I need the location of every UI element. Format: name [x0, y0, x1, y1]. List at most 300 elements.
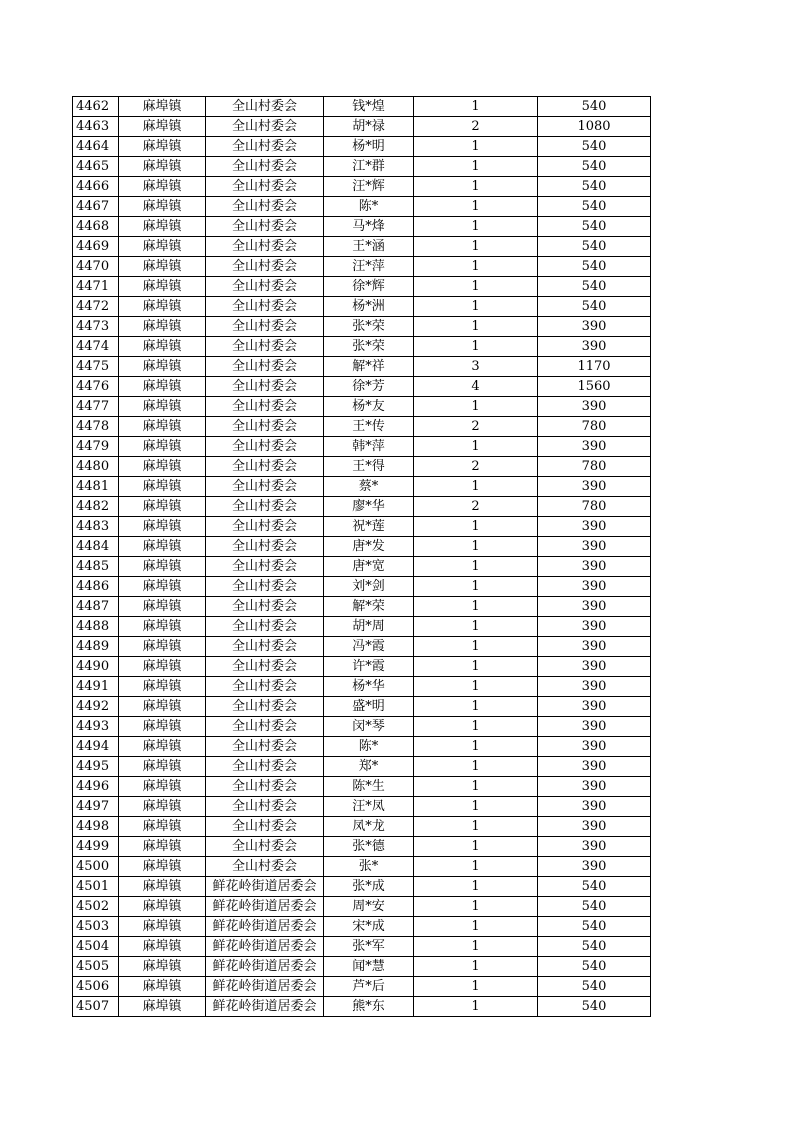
town-cell: 麻埠镇: [119, 317, 206, 337]
name-cell: 闻*慧: [324, 957, 414, 977]
table-row: [73, 677, 651, 697]
count-cell: 1: [414, 857, 538, 877]
town-cell: 麻埠镇: [119, 377, 206, 397]
amount-cell: 390: [538, 437, 651, 457]
committee-cell: 全山村委会: [206, 197, 324, 217]
table-row: [73, 357, 651, 377]
name-cell: 解*祥: [324, 357, 414, 377]
town-cell: 麻埠镇: [119, 457, 206, 477]
table-row: [73, 417, 651, 437]
row-number-cell: 4487: [73, 597, 119, 617]
row-number-cell: 4467: [73, 197, 119, 217]
amount-cell: 390: [538, 617, 651, 637]
committee-cell: 全山村委会: [206, 357, 324, 377]
table-row: [73, 537, 651, 557]
amount-cell: 390: [538, 337, 651, 357]
row-number-cell: 4500: [73, 857, 119, 877]
amount-cell: 390: [538, 837, 651, 857]
row-number-cell: 4497: [73, 797, 119, 817]
count-cell: 4: [414, 377, 538, 397]
committee-cell: 全山村委会: [206, 537, 324, 557]
table-row: [73, 497, 651, 517]
amount-cell: 540: [538, 157, 651, 177]
town-cell: 麻埠镇: [119, 217, 206, 237]
amount-cell: 390: [538, 817, 651, 837]
row-number-cell: 4495: [73, 757, 119, 777]
amount-cell: 540: [538, 897, 651, 917]
town-cell: 麻埠镇: [119, 917, 206, 937]
amount-cell: 540: [538, 217, 651, 237]
town-cell: 麻埠镇: [119, 817, 206, 837]
count-cell: 1: [414, 577, 538, 597]
town-cell: 麻埠镇: [119, 497, 206, 517]
count-cell: 1: [414, 557, 538, 577]
committee-cell: 全山村委会: [206, 257, 324, 277]
amount-cell: 390: [538, 677, 651, 697]
amount-cell: 390: [538, 797, 651, 817]
amount-cell: 540: [538, 197, 651, 217]
row-number-cell: 4469: [73, 237, 119, 257]
count-cell: 2: [414, 417, 538, 437]
name-cell: 盛*明: [324, 697, 414, 717]
amount-cell: 540: [538, 977, 651, 997]
table-row: [73, 877, 651, 897]
count-cell: 1: [414, 157, 538, 177]
name-cell: 张*军: [324, 937, 414, 957]
name-cell: 凤*龙: [324, 817, 414, 837]
name-cell: 杨*华: [324, 677, 414, 697]
name-cell: 冯*霞: [324, 637, 414, 657]
town-cell: 麻埠镇: [119, 717, 206, 737]
amount-cell: 390: [538, 517, 651, 537]
amount-cell: 540: [538, 237, 651, 257]
committee-cell: 全山村委会: [206, 737, 324, 757]
town-cell: 麻埠镇: [119, 777, 206, 797]
count-cell: 1: [414, 657, 538, 677]
count-cell: 1: [414, 877, 538, 897]
committee-cell: 全山村委会: [206, 677, 324, 697]
committee-cell: 全山村委会: [206, 777, 324, 797]
count-cell: 1: [414, 297, 538, 317]
town-cell: 麻埠镇: [119, 937, 206, 957]
name-cell: 王*传: [324, 417, 414, 437]
committee-cell: 全山村委会: [206, 797, 324, 817]
count-cell: 1: [414, 437, 538, 457]
town-cell: 麻埠镇: [119, 617, 206, 637]
committee-cell: 全山村委会: [206, 217, 324, 237]
town-cell: 麻埠镇: [119, 997, 206, 1017]
count-cell: 1: [414, 957, 538, 977]
town-cell: 麻埠镇: [119, 837, 206, 857]
table-row: [73, 277, 651, 297]
table-row: [73, 937, 651, 957]
name-cell: 马*烽: [324, 217, 414, 237]
table-row: [73, 757, 651, 777]
row-number-cell: 4506: [73, 977, 119, 997]
row-number-cell: 4475: [73, 357, 119, 377]
name-cell: 刘*剑: [324, 577, 414, 597]
row-number-cell: 4474: [73, 337, 119, 357]
amount-cell: 390: [538, 737, 651, 757]
amount-cell: 1170: [538, 357, 651, 377]
town-cell: 麻埠镇: [119, 177, 206, 197]
town-cell: 麻埠镇: [119, 757, 206, 777]
row-number-cell: 4502: [73, 897, 119, 917]
count-cell: 1: [414, 817, 538, 837]
row-number-cell: 4504: [73, 937, 119, 957]
row-number-cell: 4498: [73, 817, 119, 837]
committee-cell: 鲜花岭街道居委会: [206, 877, 324, 897]
name-cell: 王*得: [324, 457, 414, 477]
count-cell: 1: [414, 217, 538, 237]
town-cell: 麻埠镇: [119, 697, 206, 717]
table-row: [73, 557, 651, 577]
count-cell: 2: [414, 117, 538, 137]
town-cell: 麻埠镇: [119, 117, 206, 137]
committee-cell: 全山村委会: [206, 817, 324, 837]
town-cell: 麻埠镇: [119, 257, 206, 277]
table-row: [73, 97, 651, 117]
amount-cell: 540: [538, 277, 651, 297]
table-row: [73, 697, 651, 717]
row-number-cell: 4463: [73, 117, 119, 137]
table-row: [73, 337, 651, 357]
town-cell: 麻埠镇: [119, 197, 206, 217]
town-cell: 麻埠镇: [119, 797, 206, 817]
town-cell: 麻埠镇: [119, 277, 206, 297]
count-cell: 1: [414, 237, 538, 257]
town-cell: 麻埠镇: [119, 337, 206, 357]
count-cell: 1: [414, 717, 538, 737]
committee-cell: 全山村委会: [206, 437, 324, 457]
name-cell: 徐*芳: [324, 377, 414, 397]
committee-cell: 全山村委会: [206, 97, 324, 117]
count-cell: 1: [414, 477, 538, 497]
committee-cell: 全山村委会: [206, 277, 324, 297]
row-number-cell: 4464: [73, 137, 119, 157]
name-cell: 胡*禄: [324, 117, 414, 137]
row-number-cell: 4468: [73, 217, 119, 237]
table-row: [73, 637, 651, 657]
committee-cell: 全山村委会: [206, 117, 324, 137]
name-cell: 徐*辉: [324, 277, 414, 297]
town-cell: 麻埠镇: [119, 237, 206, 257]
amount-cell: 390: [538, 397, 651, 417]
amount-cell: 390: [538, 777, 651, 797]
count-cell: 1: [414, 997, 538, 1017]
count-cell: 1: [414, 837, 538, 857]
amount-cell: 540: [538, 877, 651, 897]
name-cell: 张*成: [324, 877, 414, 897]
table-row: [73, 317, 651, 337]
committee-cell: 全山村委会: [206, 137, 324, 157]
count-cell: 1: [414, 177, 538, 197]
committee-cell: 全山村委会: [206, 857, 324, 877]
committee-cell: 全山村委会: [206, 557, 324, 577]
name-cell: 杨*明: [324, 137, 414, 157]
table-row: [73, 257, 651, 277]
amount-cell: 540: [538, 257, 651, 277]
committee-cell: 全山村委会: [206, 497, 324, 517]
table-row: [73, 477, 651, 497]
row-number-cell: 4476: [73, 377, 119, 397]
committee-cell: 全山村委会: [206, 177, 324, 197]
committee-cell: 全山村委会: [206, 577, 324, 597]
count-cell: 1: [414, 197, 538, 217]
row-number-cell: 4482: [73, 497, 119, 517]
town-cell: 麻埠镇: [119, 397, 206, 417]
town-cell: 麻埠镇: [119, 297, 206, 317]
town-cell: 麻埠镇: [119, 957, 206, 977]
name-cell: 唐*发: [324, 537, 414, 557]
amount-cell: 780: [538, 417, 651, 437]
amount-cell: 390: [538, 717, 651, 737]
count-cell: 1: [414, 97, 538, 117]
table-row: [73, 817, 651, 837]
table-row: [73, 657, 651, 677]
amount-cell: 390: [538, 697, 651, 717]
count-cell: 1: [414, 677, 538, 697]
row-number-cell: 4465: [73, 157, 119, 177]
town-cell: 麻埠镇: [119, 637, 206, 657]
table-body: [73, 97, 651, 1017]
committee-cell: 全山村委会: [206, 457, 324, 477]
name-cell: 廖*华: [324, 497, 414, 517]
row-number-cell: 4478: [73, 417, 119, 437]
count-cell: 1: [414, 637, 538, 657]
row-number-cell: 4490: [73, 657, 119, 677]
count-cell: 1: [414, 137, 538, 157]
name-cell: 祝*莲: [324, 517, 414, 537]
name-cell: 江*群: [324, 157, 414, 177]
committee-cell: 全山村委会: [206, 837, 324, 857]
count-cell: 1: [414, 917, 538, 937]
committee-cell: 鲜花岭街道居委会: [206, 897, 324, 917]
table-row: [73, 297, 651, 317]
committee-cell: 全山村委会: [206, 637, 324, 657]
count-cell: 2: [414, 497, 538, 517]
committee-cell: 全山村委会: [206, 297, 324, 317]
name-cell: 张*: [324, 857, 414, 877]
town-cell: 麻埠镇: [119, 97, 206, 117]
name-cell: 许*霞: [324, 657, 414, 677]
row-number-cell: 4479: [73, 437, 119, 457]
committee-cell: 鲜花岭街道居委会: [206, 957, 324, 977]
town-cell: 麻埠镇: [119, 357, 206, 377]
row-number-cell: 4480: [73, 457, 119, 477]
table-row: [73, 837, 651, 857]
row-number-cell: 4501: [73, 877, 119, 897]
amount-cell: 390: [538, 597, 651, 617]
name-cell: 汪*辉: [324, 177, 414, 197]
amount-cell: 390: [538, 577, 651, 597]
committee-cell: 全山村委会: [206, 157, 324, 177]
table-row: [73, 577, 651, 597]
amount-cell: 1560: [538, 377, 651, 397]
table-row: [73, 437, 651, 457]
table-row: [73, 137, 651, 157]
table-row: [73, 177, 651, 197]
town-cell: 麻埠镇: [119, 977, 206, 997]
committee-cell: 全山村委会: [206, 397, 324, 417]
amount-cell: 540: [538, 137, 651, 157]
table-row: [73, 217, 651, 237]
row-number-cell: 4485: [73, 557, 119, 577]
amount-cell: 540: [538, 937, 651, 957]
town-cell: 麻埠镇: [119, 657, 206, 677]
row-number-cell: 4505: [73, 957, 119, 977]
committee-cell: 鲜花岭街道居委会: [206, 977, 324, 997]
data-table: [72, 96, 651, 1017]
committee-cell: 全山村委会: [206, 417, 324, 437]
town-cell: 麻埠镇: [119, 437, 206, 457]
town-cell: 麻埠镇: [119, 677, 206, 697]
name-cell: 熊*东: [324, 997, 414, 1017]
name-cell: 蔡*: [324, 477, 414, 497]
name-cell: 王*涵: [324, 237, 414, 257]
committee-cell: 全山村委会: [206, 617, 324, 637]
table-row: [73, 237, 651, 257]
count-cell: 1: [414, 597, 538, 617]
committee-cell: 鲜花岭街道居委会: [206, 917, 324, 937]
row-number-cell: 4473: [73, 317, 119, 337]
committee-cell: 全山村委会: [206, 517, 324, 537]
committee-cell: 全山村委会: [206, 697, 324, 717]
table-row: [73, 197, 651, 217]
row-number-cell: 4494: [73, 737, 119, 757]
amount-cell: 540: [538, 297, 651, 317]
town-cell: 麻埠镇: [119, 517, 206, 537]
table-row: [73, 717, 651, 737]
amount-cell: 390: [538, 757, 651, 777]
name-cell: 闵*琴: [324, 717, 414, 737]
name-cell: 解*荣: [324, 597, 414, 617]
count-cell: 1: [414, 537, 538, 557]
amount-cell: 1080: [538, 117, 651, 137]
row-number-cell: 4462: [73, 97, 119, 117]
table-row: [73, 737, 651, 757]
town-cell: 麻埠镇: [119, 737, 206, 757]
row-number-cell: 4477: [73, 397, 119, 417]
committee-cell: 全山村委会: [206, 237, 324, 257]
name-cell: 张*德: [324, 837, 414, 857]
name-cell: 杨*洲: [324, 297, 414, 317]
committee-cell: 全山村委会: [206, 377, 324, 397]
town-cell: 麻埠镇: [119, 137, 206, 157]
committee-cell: 全山村委会: [206, 757, 324, 777]
amount-cell: 390: [538, 477, 651, 497]
town-cell: 麻埠镇: [119, 897, 206, 917]
name-cell: 张*荣: [324, 317, 414, 337]
row-number-cell: 4483: [73, 517, 119, 537]
committee-cell: 全山村委会: [206, 657, 324, 677]
amount-cell: 540: [538, 997, 651, 1017]
count-cell: 1: [414, 317, 538, 337]
committee-cell: 鲜花岭街道居委会: [206, 937, 324, 957]
town-cell: 麻埠镇: [119, 557, 206, 577]
row-number-cell: 4481: [73, 477, 119, 497]
count-cell: 1: [414, 697, 538, 717]
name-cell: 陈*生: [324, 777, 414, 797]
table-row: [73, 617, 651, 637]
amount-cell: 390: [538, 557, 651, 577]
committee-cell: 全山村委会: [206, 477, 324, 497]
table-row: [73, 857, 651, 877]
row-number-cell: 4489: [73, 637, 119, 657]
table-row: [73, 377, 651, 397]
amount-cell: 390: [538, 657, 651, 677]
row-number-cell: 4486: [73, 577, 119, 597]
table-row: [73, 997, 651, 1017]
row-number-cell: 4472: [73, 297, 119, 317]
amount-cell: 540: [538, 957, 651, 977]
table-row: [73, 597, 651, 617]
count-cell: 1: [414, 277, 538, 297]
row-number-cell: 4491: [73, 677, 119, 697]
table-row: [73, 797, 651, 817]
count-cell: 1: [414, 617, 538, 637]
amount-cell: 540: [538, 177, 651, 197]
name-cell: 唐*宽: [324, 557, 414, 577]
table-row: [73, 117, 651, 137]
name-cell: 汪*凤: [324, 797, 414, 817]
amount-cell: 390: [538, 537, 651, 557]
row-number-cell: 4496: [73, 777, 119, 797]
name-cell: 杨*友: [324, 397, 414, 417]
table-row: [73, 157, 651, 177]
committee-cell: 全山村委会: [206, 317, 324, 337]
amount-cell: 780: [538, 457, 651, 477]
committee-cell: 全山村委会: [206, 337, 324, 357]
name-cell: 钱*煌: [324, 97, 414, 117]
name-cell: 张*荣: [324, 337, 414, 357]
count-cell: 1: [414, 757, 538, 777]
name-cell: 周*安: [324, 897, 414, 917]
town-cell: 麻埠镇: [119, 477, 206, 497]
table-row: [73, 397, 651, 417]
amount-cell: 390: [538, 317, 651, 337]
count-cell: 1: [414, 937, 538, 957]
amount-cell: 540: [538, 917, 651, 937]
name-cell: 芦*后: [324, 977, 414, 997]
count-cell: 1: [414, 777, 538, 797]
count-cell: 1: [414, 797, 538, 817]
town-cell: 麻埠镇: [119, 597, 206, 617]
row-number-cell: 4488: [73, 617, 119, 637]
name-cell: 胡*周: [324, 617, 414, 637]
amount-cell: 540: [538, 97, 651, 117]
name-cell: 陈*: [324, 737, 414, 757]
count-cell: 1: [414, 337, 538, 357]
name-cell: 郑*: [324, 757, 414, 777]
committee-cell: 全山村委会: [206, 597, 324, 617]
town-cell: 麻埠镇: [119, 537, 206, 557]
name-cell: 陈*: [324, 197, 414, 217]
count-cell: 1: [414, 737, 538, 757]
amount-cell: 780: [538, 497, 651, 517]
table-row: [73, 897, 651, 917]
amount-cell: 390: [538, 857, 651, 877]
row-number-cell: 4492: [73, 697, 119, 717]
row-number-cell: 4499: [73, 837, 119, 857]
row-number-cell: 4470: [73, 257, 119, 277]
table-row: [73, 777, 651, 797]
count-cell: 1: [414, 897, 538, 917]
town-cell: 麻埠镇: [119, 877, 206, 897]
row-number-cell: 4507: [73, 997, 119, 1017]
table-row: [73, 957, 651, 977]
count-cell: 1: [414, 977, 538, 997]
